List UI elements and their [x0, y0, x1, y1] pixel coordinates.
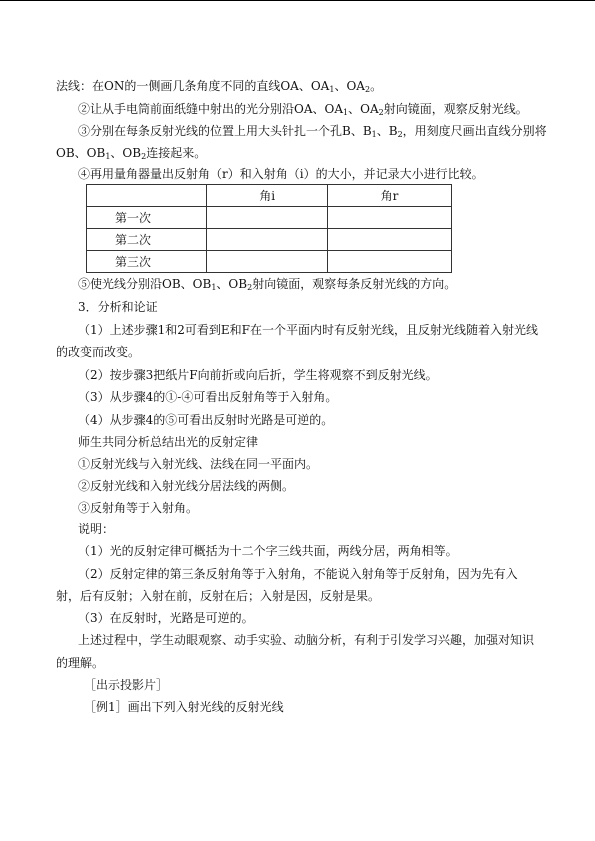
text: ③分别在每条反射光线的位置上用大头针扎一个孔B、B: [78, 124, 372, 138]
table-cell: [207, 207, 328, 229]
subscript: 2: [141, 152, 147, 161]
text: OB、OB: [56, 146, 106, 160]
paragraph-line: （3）从步骤4的①-④可看出反射角等于入射角。: [78, 390, 338, 404]
paragraph-line: ［例1］画出下列入射光线的反射光线: [84, 700, 284, 714]
text: 、OB: [216, 277, 248, 291]
table-cell: [328, 207, 452, 229]
paragraph-line: [78, 276, 456, 292]
text: 、OA: [348, 102, 379, 116]
subscript: 2: [247, 283, 253, 292]
paragraph-line: ①反射光线与入射光线、法线在同一平面内。: [78, 457, 319, 471]
paragraph-line: ［出示投影片］: [84, 678, 169, 692]
text: 射向镜面，观察反射光线。: [383, 102, 528, 116]
paragraph-line: ②反射光线和入射光线分居法线的两侧。: [78, 479, 295, 493]
paragraph-line: （2）反射定律的第三条反射角等于入射角，不能说入射角等于反射角，因为先有入: [78, 567, 518, 581]
paragraph-line: 射，后有反射；入射在前，反射在后；入射是因，反射是果。: [56, 589, 381, 603]
table-cell: 第三次: [87, 251, 207, 273]
paragraph-line: ③反射角等于入射角。: [78, 501, 199, 515]
paragraph-line: （3）在反射时，光路是可逆的。: [78, 611, 254, 625]
table-header-cell: 角i: [207, 185, 328, 207]
paragraph-line: 的理解。: [56, 656, 105, 670]
paragraph-line: （4）从步骤4的⑤可看出反射时光路是可逆的。: [78, 413, 334, 427]
table-header-row: [87, 185, 452, 207]
table-cell: [328, 251, 452, 273]
section-heading: 3．分析和论证: [78, 300, 158, 314]
subscript: 2: [378, 108, 384, 117]
table-row: [87, 229, 452, 251]
text: ②让从手电筒前面纸缝中射出的光分别沿OA、OA: [78, 102, 344, 116]
table-cell: [207, 251, 328, 273]
paragraph-line: [56, 78, 382, 94]
paragraph-line: （1）上述步骤1和2可看到E和F在一个平面内时有反射光线，且反射光线随着入射光线: [78, 323, 538, 337]
table-cell: 第一次: [87, 207, 207, 229]
paragraph-line: ④再用量角器量出反射角（r）和入射角（i）的大小，并记录大小进行比较。: [78, 167, 484, 181]
observation-table: [86, 184, 452, 273]
table-cell: [207, 229, 328, 251]
subscript: 1: [329, 85, 335, 94]
text: ⑤使光线分别沿OB、OB: [78, 277, 212, 291]
text: 、OB: [110, 146, 142, 160]
subscript: 1: [211, 283, 217, 292]
table-row: [87, 251, 452, 273]
text: 射向镜面，观察每条反射光线的方向。: [252, 277, 457, 291]
text: 、B: [376, 124, 398, 138]
paragraph-line: [78, 123, 547, 139]
paragraph-line: （1）光的反射定律可概括为十二个字三线共面，两线分居，两角相等。: [78, 544, 458, 558]
text: 、OA: [334, 79, 365, 93]
text: 。: [370, 79, 383, 93]
paragraph-line: [56, 145, 206, 161]
paragraph-line: [78, 101, 528, 117]
paragraph-line: 师生共同分析总结出光的反射定律: [78, 435, 259, 449]
text: 连接起来。: [146, 146, 207, 160]
text: 法线：在ON的一侧画几条角度不同的直线OA、OA: [56, 79, 330, 93]
paragraph-line: （2）按步骤3把纸片F向前折或向后折，学生将观察不到反射光线。: [78, 368, 438, 382]
table-row: [87, 207, 452, 229]
subscript: 1: [371, 130, 377, 139]
table-cell: 第二次: [87, 229, 207, 251]
subscript: 1: [105, 152, 111, 161]
subscript: 1: [343, 108, 349, 117]
text: ，用刻度尺画出直线分别将: [402, 124, 547, 138]
table-cell: [328, 229, 452, 251]
table-header-cell: [87, 185, 207, 207]
paragraph-line: 说明：: [78, 522, 115, 536]
paragraph-line: 上述过程中，学生动眼观察、动手实验、动脑分析，有利于引发学习兴趣，加强对知识: [78, 633, 535, 647]
subscript: 2: [364, 85, 371, 94]
table-header-cell: 角r: [328, 185, 452, 207]
subscript: 2: [397, 130, 403, 139]
paragraph-line: 的改变而改变。: [56, 345, 141, 359]
